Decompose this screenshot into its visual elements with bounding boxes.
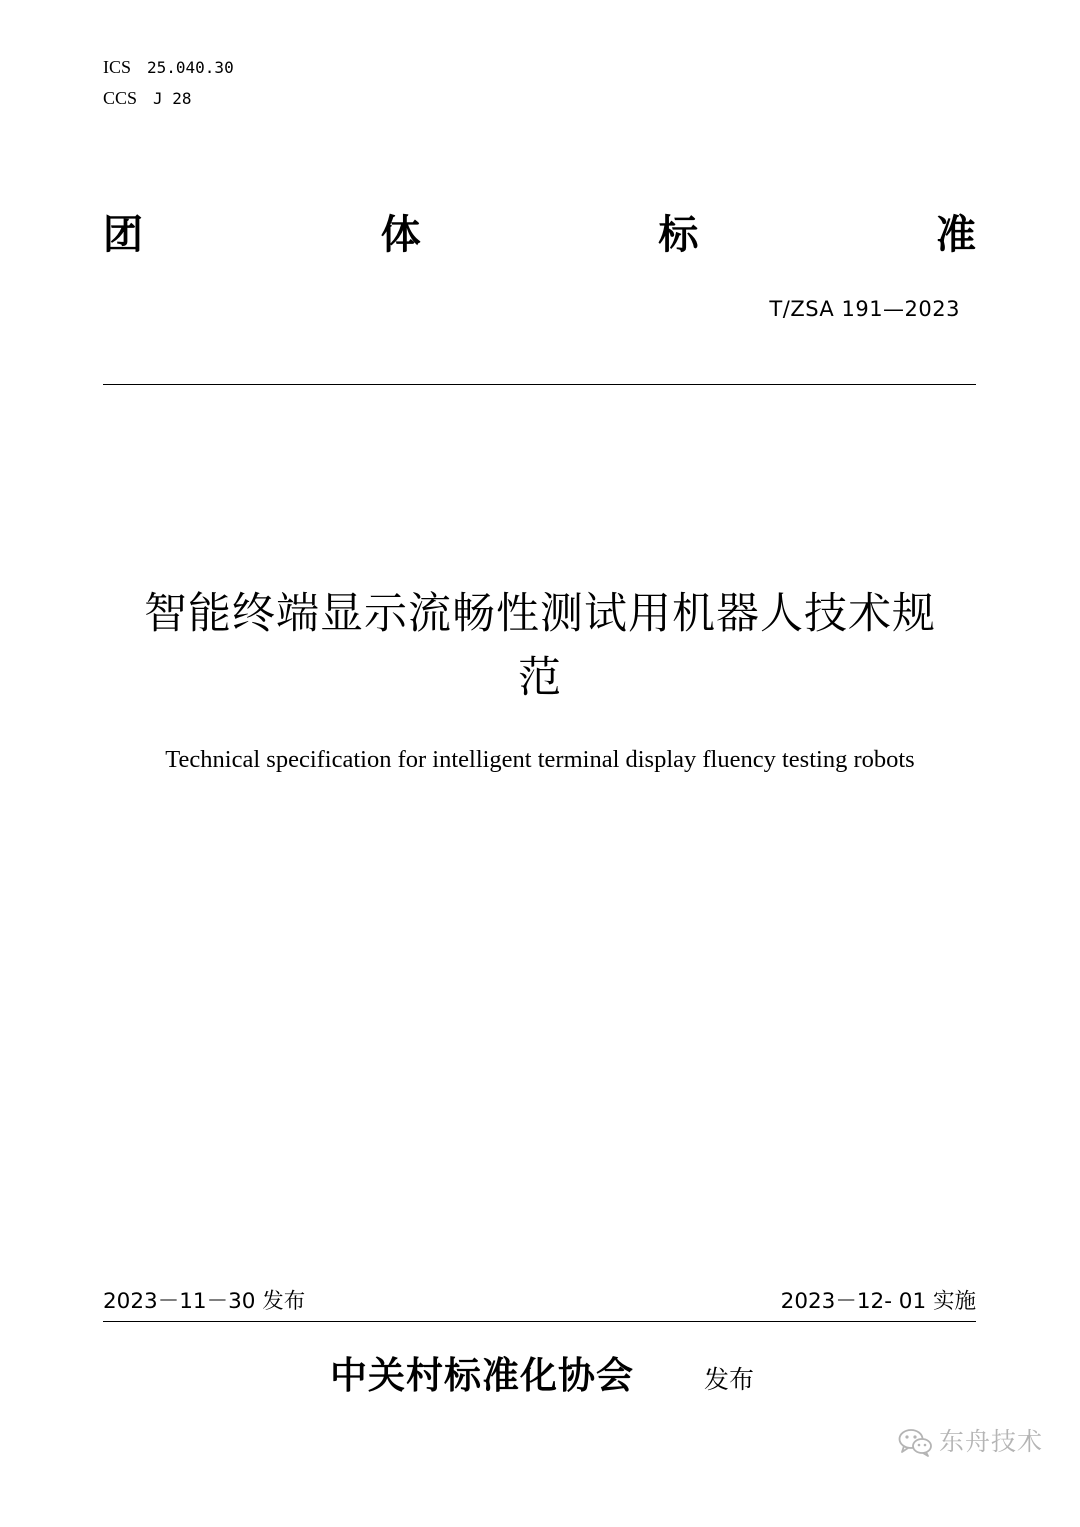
standard-type-char: 体 [380,212,421,258]
watermark-text: 东舟技术 [939,1427,1044,1456]
footer-divider [103,1321,976,1322]
wechat-icon [897,1427,933,1457]
standard-type-char: 标 [658,212,699,258]
chinese-title-line-2: 范 [518,653,562,703]
standard-type-heading [103,205,976,265]
standard-type-char: 准 [935,212,976,258]
header-divider [103,384,976,385]
classification-block [103,52,234,114]
ics-label: ICS [103,57,132,77]
ics-value: 25.040.30 [147,58,234,77]
ccs-row [103,83,234,114]
english-title: Technical specification for intelligent terminal display fluency testing robots [165,746,915,773]
publisher-line [330,1348,754,1407]
chinese-title-line-1: 智能终端显示流畅性测试用机器人技术规 [144,589,936,639]
chinese-title [100,582,980,710]
watermark [897,1424,1043,1460]
publish-date: 2023－11－30 发布 [103,1289,306,1314]
ics-row [103,52,234,83]
ccs-label: CCS [103,88,138,108]
standard-type-char: 团 [103,212,143,258]
standard-number: T/ZSA 191—2023 [769,297,960,321]
implement-date: 2023－12- 01 实施 [780,1289,976,1314]
ccs-value: J 28 [153,89,192,108]
publisher-name: 中关村标准化协会 [330,1353,634,1397]
publisher-suffix: 发布 [704,1365,755,1394]
dates-row [103,1286,976,1318]
